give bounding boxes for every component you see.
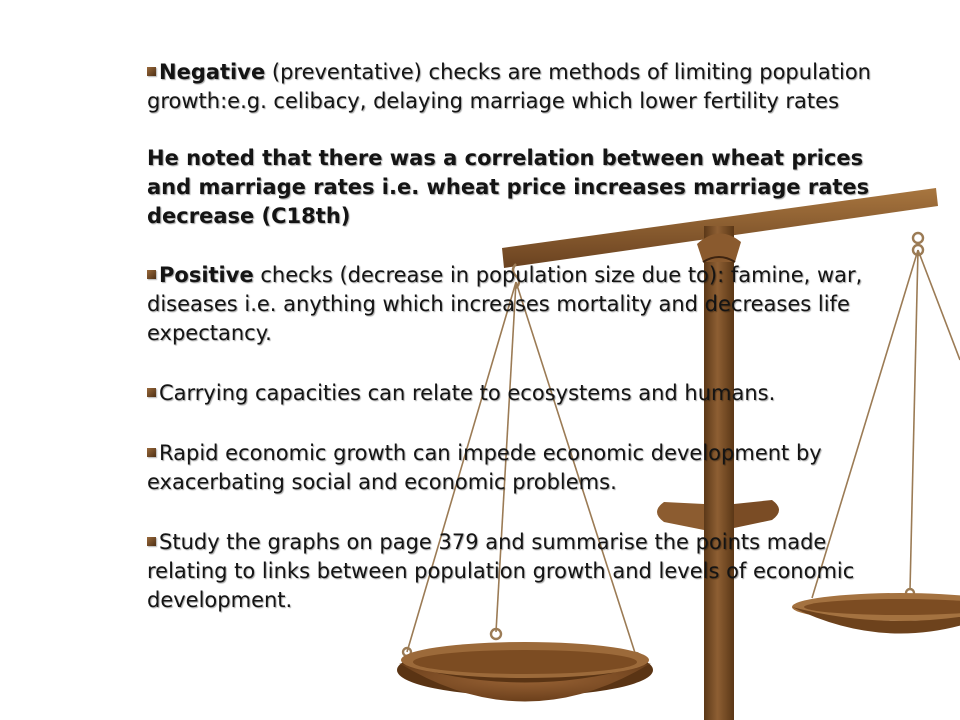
point-carrying-capacity: Carrying capacities can relate to ecosystems and humans. bbox=[147, 379, 892, 408]
bullet-icon bbox=[147, 388, 156, 397]
slide-body bbox=[147, 58, 892, 615]
bullet-icon bbox=[147, 67, 156, 76]
point-wheat-correlation: He noted that there was a correlation between wheat prices and marriage rates i.e. wheat price increases marriage rates decrease (C18th) bbox=[147, 146, 870, 228]
point-positive-checks: Positive checks (decrease in population size due to): famine, war, diseases i.e. anything which increases mortality and decreases life expectancy. bbox=[147, 263, 863, 345]
bullet-icon bbox=[147, 270, 156, 279]
point-economic-growth: Rapid economic growth can impede economic development by exacerbating social and economic problems. bbox=[147, 441, 822, 494]
left-scale-pan bbox=[397, 642, 653, 702]
point-study-graphs: Study the graphs on page 379 and summarise the points made relating to links between population growth and levels of economic development. bbox=[147, 530, 855, 612]
bullet-icon bbox=[147, 448, 156, 457]
point-negative-checks: Negative (preventative) checks are methods of limiting population growth:e.g. celibacy, delaying marriage which lower fertility rates bbox=[147, 60, 871, 113]
bullet-icon bbox=[147, 537, 156, 546]
